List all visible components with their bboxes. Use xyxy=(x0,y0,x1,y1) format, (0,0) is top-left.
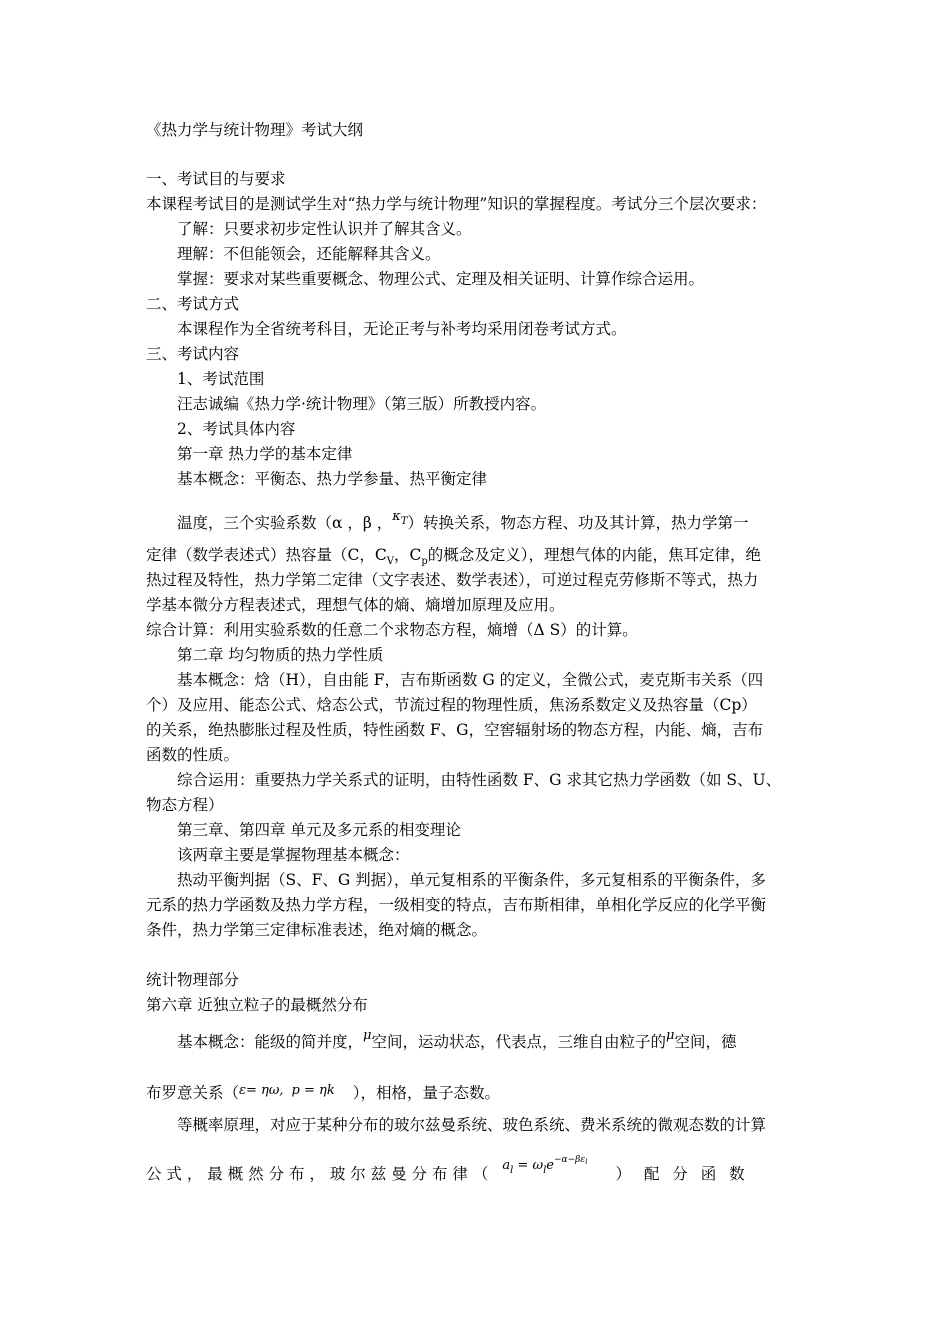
paragraph: 掌握：要求对某些重要概念、物理公式、定理及相关证明、计算作综合运用。 xyxy=(177,270,705,288)
formula-sub: l xyxy=(543,1165,547,1176)
paragraph-line xyxy=(146,1083,500,1105)
chapter-heading: 第六章 近独立粒子的最概然分布 xyxy=(146,996,368,1014)
paragraph-line: 函数的性质。 xyxy=(146,746,240,764)
text-run: ） 配 分 函 数 xyxy=(615,1165,749,1183)
kappa-subscript: T xyxy=(400,516,408,527)
section-heading: 三、考试内容 xyxy=(146,345,240,363)
text-run: 空间，德 xyxy=(674,1033,737,1051)
paragraph-line: 基本概念：焓（H），自由能 F，吉布斯函数 G 的定义，全微公式，麦克斯韦关系（四 xyxy=(177,671,764,689)
paragraph-line: 综合运用：重要热力学关系式的证明，由特性函数 F、G 求其它热力学函数（如 S、U、 xyxy=(177,771,782,789)
chapter-heading: 第一章 热力学的基本定律 xyxy=(177,445,353,463)
cv-subscript: V xyxy=(386,556,394,567)
paragraph-line xyxy=(177,509,749,540)
doc-title: 《热力学与统计物理》考试大纲 xyxy=(146,121,364,139)
chapter-heading: 第二章 均匀物质的热力学性质 xyxy=(177,646,384,664)
text-run: ）转换关系，物态方程、功及其计算，热力学第一 xyxy=(407,514,749,532)
formula-a: a xyxy=(502,1158,511,1173)
paragraph-line: 的关系，绝热膨胀过程及性质，特性函数 F、G，空窖辐射场的物态方程，内能、熵，吉布 xyxy=(146,721,764,739)
chapter-heading: 第三章、第四章 单元及多元系的相变理论 xyxy=(177,821,461,839)
cp-subscript: p xyxy=(421,556,428,567)
energy-relation: ε= ηω, xyxy=(239,1083,284,1098)
text-run: 空间，运动状态，代表点，三维自由粒子的 xyxy=(371,1033,666,1051)
text-run: 的概念及定义），理想气体的内能，焦耳定律，绝 xyxy=(427,546,762,564)
paragraph-line: 元系的热力学函数及热力学方程，一级相变的特点，吉布斯相律，单相化学反应的化学平衡 xyxy=(146,896,767,914)
text-run: ），相格，量子态数。 xyxy=(352,1084,500,1102)
boltzmann-formula xyxy=(502,1155,588,1176)
paragraph-line: 条件，热力学第三定律标准表述，绝对熵的概念。 xyxy=(146,921,488,939)
text-run: 布罗意关系（ xyxy=(146,1084,240,1102)
paragraph: 理解：不但能领会，还能解释其含义。 xyxy=(177,245,441,263)
text-run: ，C xyxy=(393,546,422,564)
paragraph: 了解：只要求初步定性认识并了解其含义。 xyxy=(177,220,472,238)
formula-omega: = ω xyxy=(513,1158,544,1173)
subsection-heading: 2、考试具体内容 xyxy=(177,420,296,438)
paragraph-line xyxy=(146,545,761,572)
text-run: 基本概念：能级的简并度， xyxy=(177,1033,364,1051)
paragraph-line: 等概率原理，对应于某种分布的玻尔兹曼系统、玻色系统、费米系统的微观态数的计算 xyxy=(177,1116,767,1134)
section-heading: 二、考试方式 xyxy=(146,295,240,313)
paragraph-line xyxy=(146,1155,808,1191)
kappa-letter: κ xyxy=(392,509,401,524)
paragraph: 该两章主要是掌握物理基本概念： xyxy=(177,846,410,864)
formula-exponent-sub: l xyxy=(585,1158,588,1166)
formula-exponent: −α−βε xyxy=(553,1155,586,1165)
paragraph-line: 热过程及特性，热力学第二定律（文字表述、数学表述），可逆过程克劳修斯不等式，热力 xyxy=(146,571,759,589)
kappa-symbol xyxy=(392,509,408,527)
mu-symbol: μ xyxy=(363,1028,372,1043)
subsection-heading: 1、考试范围 xyxy=(177,370,265,388)
text-run: 定律（数学表述式）热容量（C，C xyxy=(146,546,387,564)
paragraph-line: 物态方程） xyxy=(146,796,224,814)
paragraph-line: 个）及应用、能态公式、焓态公式，节流过程的物理性质，焦汤系数定义及热容量（Cp） xyxy=(146,696,757,714)
formula-e: e xyxy=(546,1158,554,1173)
paragraph-line: 热动平衡判据（S、F、G 判据），单元复相系的平衡条件，多元复相系的平衡条件，多 xyxy=(177,871,766,889)
text-run: 公 式 ， 最 概 然 分 布 ， 玻 尔 兹 曼 分 布 律 （ xyxy=(146,1165,489,1183)
formula-sub: l xyxy=(510,1165,514,1176)
section-heading: 一、考试目的与要求 xyxy=(146,170,286,188)
text-run: 温度，三个实验系数（α ，β ， xyxy=(177,514,393,532)
paragraph-line xyxy=(177,1028,737,1054)
paragraph: 本课程考试目的是测试学生对“热力学与统计物理”知识的掌握程度。考试分三个层次要求： xyxy=(146,195,767,213)
part-heading: 统计物理部分 xyxy=(146,971,240,989)
paragraph: 本课程作为全省统考科目，无论正考与补考均采用闭卷考试方式。 xyxy=(177,320,627,338)
paragraph-line: 学基本微分方程表述式，理想气体的熵、熵增加原理及应用。 xyxy=(146,596,565,614)
paragraph: 汪志诚编《热力学·统计物理》（第三版）所教授内容。 xyxy=(177,395,547,413)
paragraph: 综合计算：利用实验系数的任意二个求物态方程，熵增（Δ S）的计算。 xyxy=(146,621,638,639)
momentum-relation: p = ηk xyxy=(291,1083,335,1098)
mu-symbol: μ xyxy=(665,1028,675,1043)
paragraph: 基本概念：平衡态、热力学参量、热平衡定律 xyxy=(177,470,488,488)
